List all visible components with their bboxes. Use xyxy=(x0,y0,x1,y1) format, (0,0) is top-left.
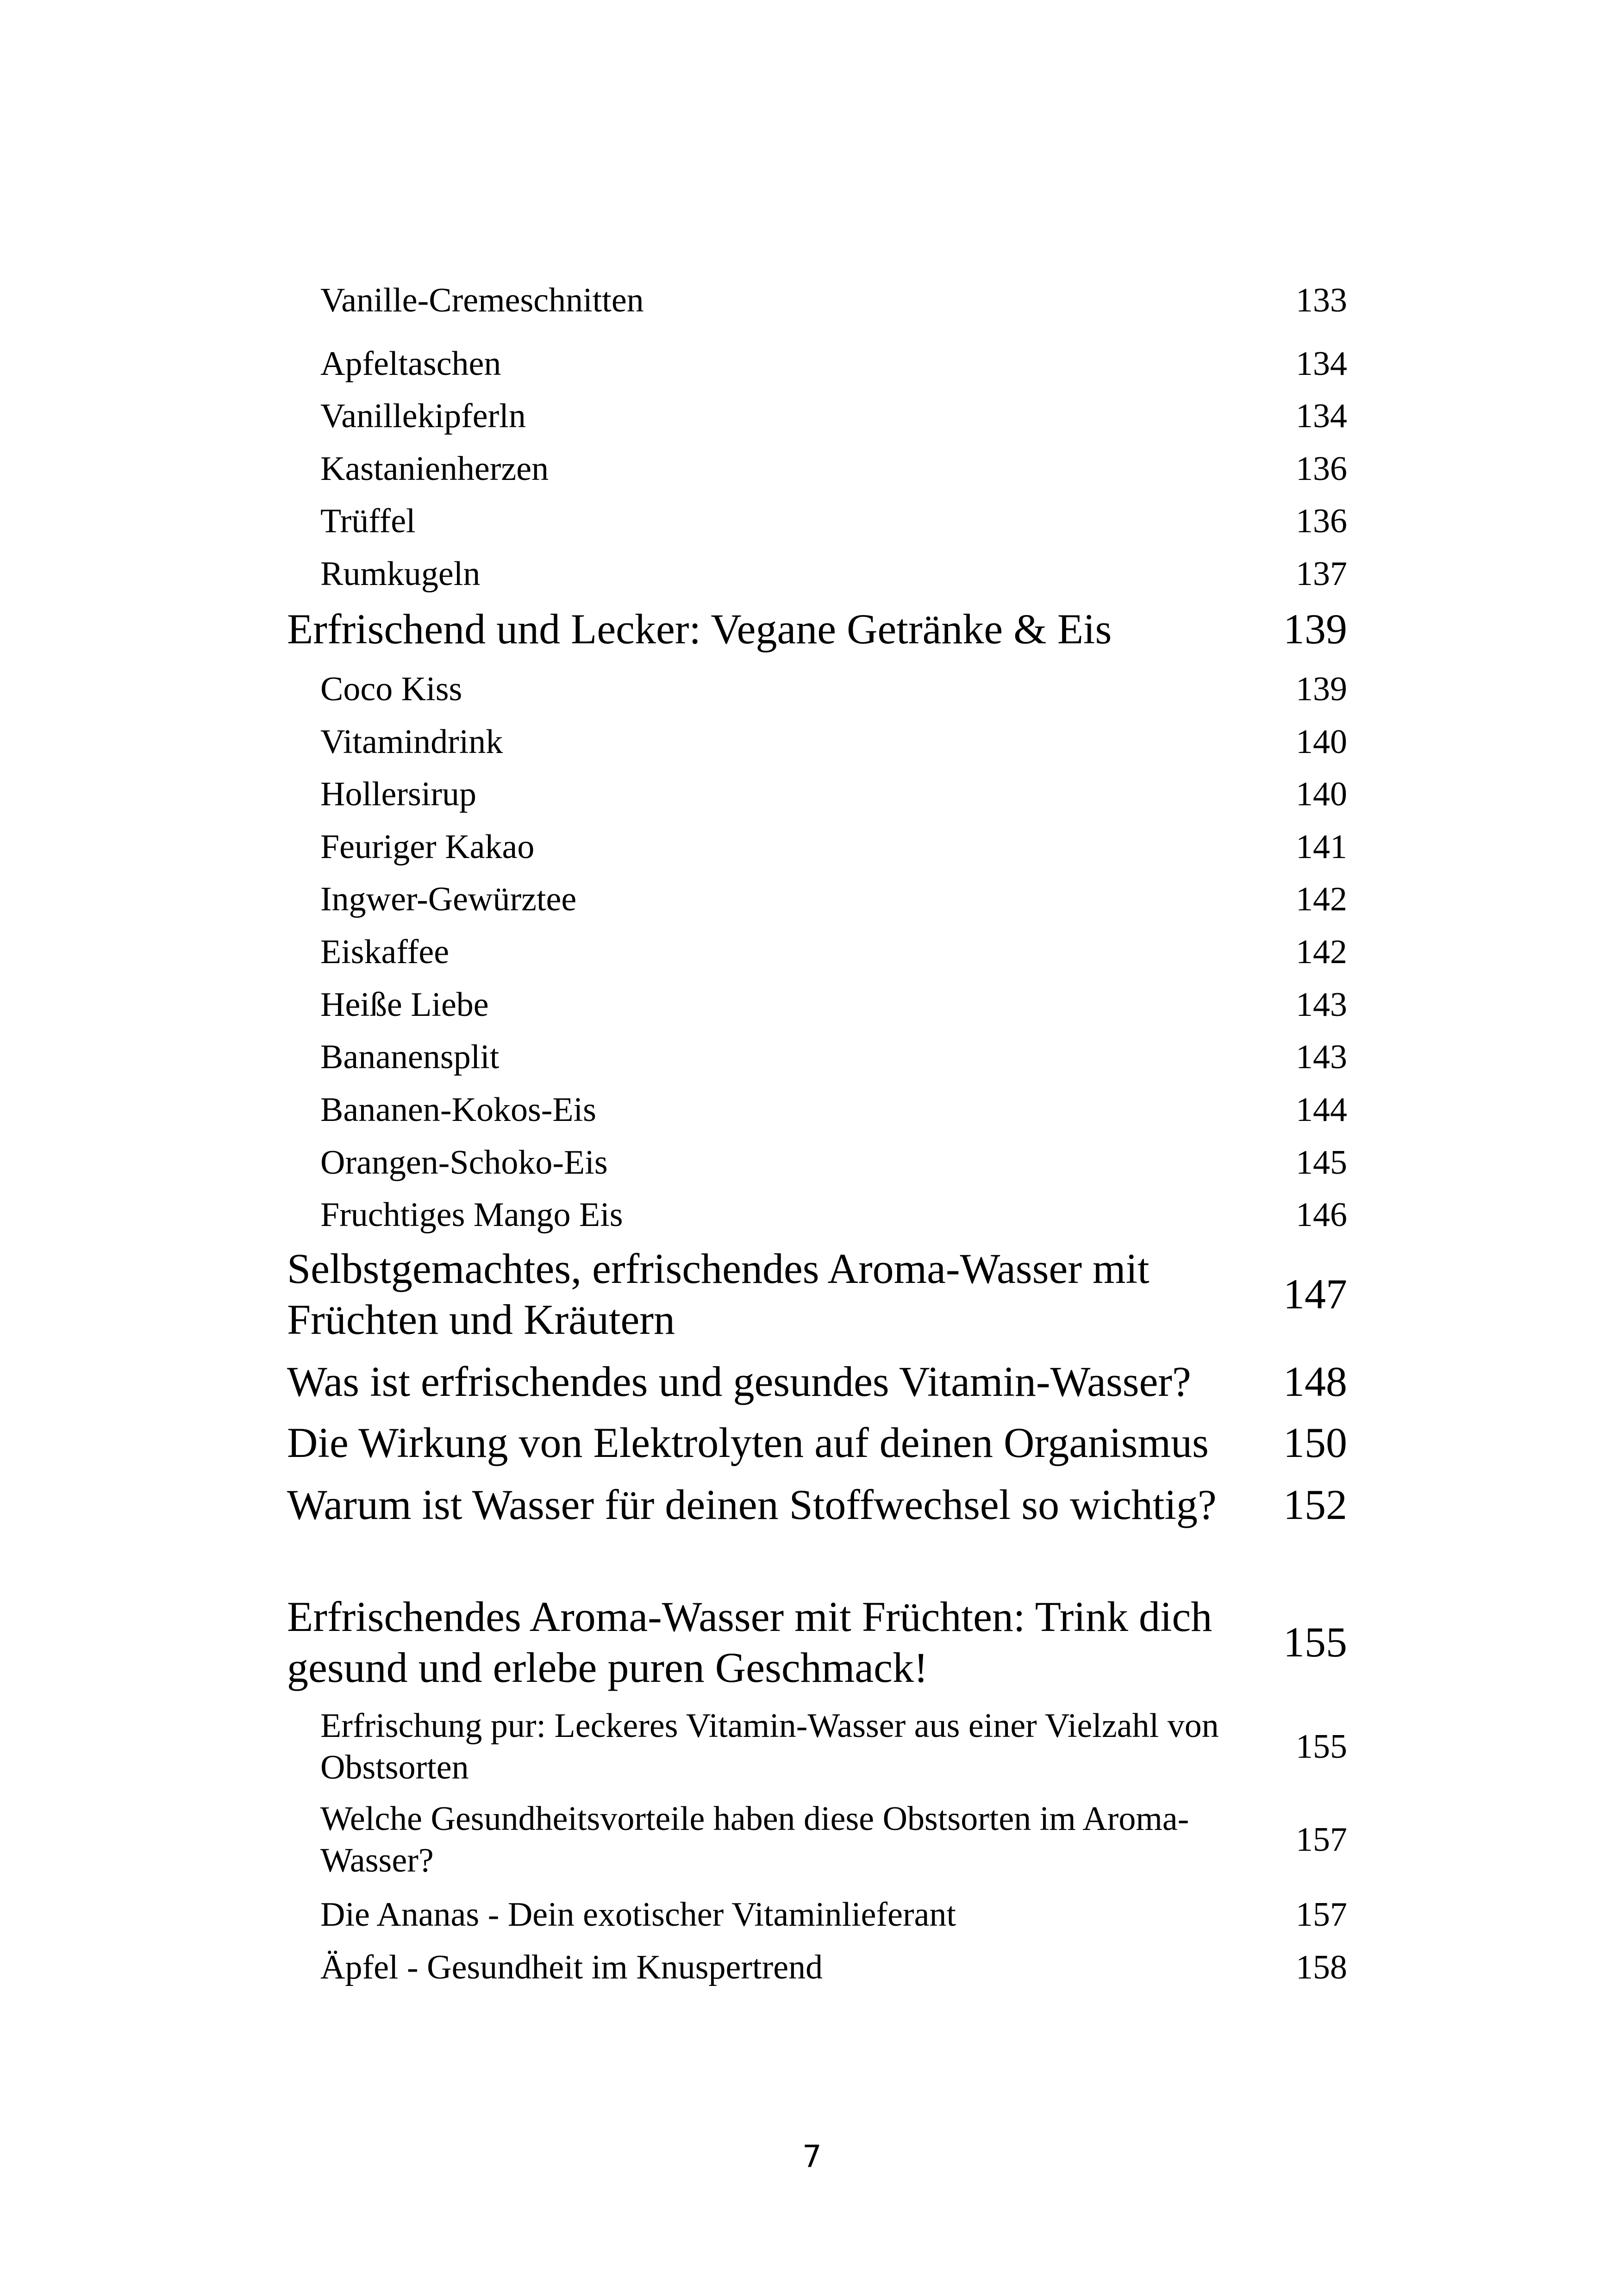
toc-entry-title: Ingwer-Gewürztee xyxy=(320,880,577,918)
toc-chapter-page: 139 xyxy=(1283,605,1347,653)
toc-entry[interactable] xyxy=(287,1894,1347,1935)
toc-entry-page: 140 xyxy=(1296,723,1347,761)
toc-chapter[interactable] xyxy=(287,1479,1347,1530)
toc-entry-page: 142 xyxy=(1296,933,1347,971)
toc-entry[interactable] xyxy=(287,500,1347,542)
toc-entry-page: 157 xyxy=(1296,1896,1347,1934)
toc-entry-page: 145 xyxy=(1296,1144,1347,1182)
toc-entry[interactable] xyxy=(287,1947,1347,1988)
toc-entry-title: Die Ananas - Dein exotischer Vitaminlieferant xyxy=(320,1896,956,1934)
toc-entry[interactable] xyxy=(287,448,1347,490)
toc-entry-page: 143 xyxy=(1296,986,1347,1024)
toc-entry-title: Äpfel - Gesundheit im Knuspertrend xyxy=(320,1948,823,1986)
toc-entry[interactable] xyxy=(287,395,1347,437)
toc-entry-page: 140 xyxy=(1296,775,1347,813)
toc-entry-title: Hollersirup xyxy=(320,775,477,813)
toc-entry[interactable] xyxy=(287,721,1347,763)
toc-entry-title: Fruchtiges Mango Eis xyxy=(320,1196,623,1234)
toc-entry-title: Feuriger Kakao xyxy=(320,828,535,866)
toc-entry-page: 144 xyxy=(1296,1091,1347,1129)
toc-entry-title: Rumkugeln xyxy=(320,555,481,593)
toc-entry-page: 137 xyxy=(1296,555,1347,593)
toc-entry[interactable] xyxy=(287,984,1347,1026)
toc-entry-title: Eiskaffee xyxy=(320,933,450,971)
toc-entry-title: Vitamindrink xyxy=(320,723,503,761)
toc-entry-title: Bananensplit xyxy=(320,1038,500,1076)
toc-entry[interactable] xyxy=(287,773,1347,815)
toc-entry-title: Welche Gesundheitsvorteile haben diese Obstsorten im Aroma-Wasser? xyxy=(320,1800,1189,1879)
toc-chapter-title: Erfrischendes Aroma-Wasser mit Früchten: Trink dich gesund und erlebe puren Geschmack! xyxy=(287,1593,1212,1691)
toc-chapter-page: 152 xyxy=(1283,1481,1347,1528)
toc-chapter-title: Selbstgemachtes, erfrischendes Aroma-Wasser mit Früchten und Kräutern xyxy=(287,1245,1149,1343)
toc-entry-page: 134 xyxy=(1296,397,1347,435)
toc-entry-title: Trüffel xyxy=(320,502,416,540)
toc-entry-title: Apfeltaschen xyxy=(320,345,501,383)
toc-entry[interactable] xyxy=(287,553,1347,595)
toc-chapter[interactable] xyxy=(287,1591,1347,1693)
toc-entry-title: Bananen-Kokos-Eis xyxy=(320,1091,596,1129)
toc-chapter[interactable] xyxy=(287,1417,1347,1468)
toc-entry-page: 155 xyxy=(1296,1728,1347,1766)
toc-entry[interactable] xyxy=(287,826,1347,868)
toc-entry[interactable] xyxy=(287,1798,1347,1881)
toc-entry-page: 133 xyxy=(1296,281,1347,319)
toc-entry-title: Vanille-Cremeschnitten xyxy=(320,281,644,319)
toc-entry[interactable] xyxy=(287,280,1347,321)
toc-entry-title: Heiße Liebe xyxy=(320,986,489,1024)
toc-entry-page: 157 xyxy=(1296,1821,1347,1859)
toc-entry-title: Orangen-Schoko-Eis xyxy=(320,1144,608,1182)
toc-chapter-title: Warum ist Wasser für deinen Stoffwechsel so wichtig? xyxy=(287,1481,1217,1528)
toc-chapter-title: Was ist erfrischendes und gesundes Vitamin-Wasser? xyxy=(287,1358,1191,1405)
toc-entry-page: 142 xyxy=(1296,880,1347,918)
toc-entry-title: Vanillekipferln xyxy=(320,397,526,435)
page-number: 7 xyxy=(802,2139,822,2174)
toc-entry[interactable] xyxy=(287,1089,1347,1131)
toc-entry[interactable] xyxy=(287,1705,1347,1788)
toc-entry[interactable] xyxy=(287,878,1347,920)
toc-entry-title: Kastanienherzen xyxy=(320,450,549,488)
toc-chapter-page: 150 xyxy=(1283,1419,1347,1466)
toc-chapter[interactable] xyxy=(287,1243,1347,1345)
toc-entry-page: 136 xyxy=(1296,450,1347,488)
toc-entry[interactable] xyxy=(287,343,1347,385)
toc-entry[interactable] xyxy=(287,931,1347,973)
toc-entry[interactable] xyxy=(287,668,1347,710)
toc-entry[interactable] xyxy=(287,1194,1347,1236)
toc-chapter[interactable] xyxy=(287,604,1347,654)
toc-entry-page: 134 xyxy=(1296,345,1347,383)
toc-entry-page: 141 xyxy=(1296,828,1347,866)
toc-entry-page: 143 xyxy=(1296,1038,1347,1076)
toc-entry[interactable] xyxy=(287,1036,1347,1078)
toc-chapter-title: Die Wirkung von Elektrolyten auf deinen Organismus xyxy=(287,1419,1209,1466)
toc-chapter-page: 147 xyxy=(1283,1270,1347,1318)
toc-entry-page: 136 xyxy=(1296,502,1347,540)
toc-entry-title: Coco Kiss xyxy=(320,670,462,708)
toc-entry-title: Erfrischung pur: Leckeres Vitamin-Wasser aus einer Vielzahl von Obstsorten xyxy=(320,1707,1219,1786)
toc-entry[interactable] xyxy=(287,1142,1347,1183)
toc-chapter-page: 155 xyxy=(1283,1618,1347,1666)
toc-chapter[interactable] xyxy=(287,1356,1347,1407)
toc-entry-page: 139 xyxy=(1296,670,1347,708)
toc-entry-page: 158 xyxy=(1296,1948,1347,1986)
toc-chapter-title: Erfrischend und Lecker: Vegane Getränke & Eis xyxy=(287,605,1112,653)
toc-chapter-page: 148 xyxy=(1283,1358,1347,1405)
toc-entry-page: 146 xyxy=(1296,1196,1347,1234)
